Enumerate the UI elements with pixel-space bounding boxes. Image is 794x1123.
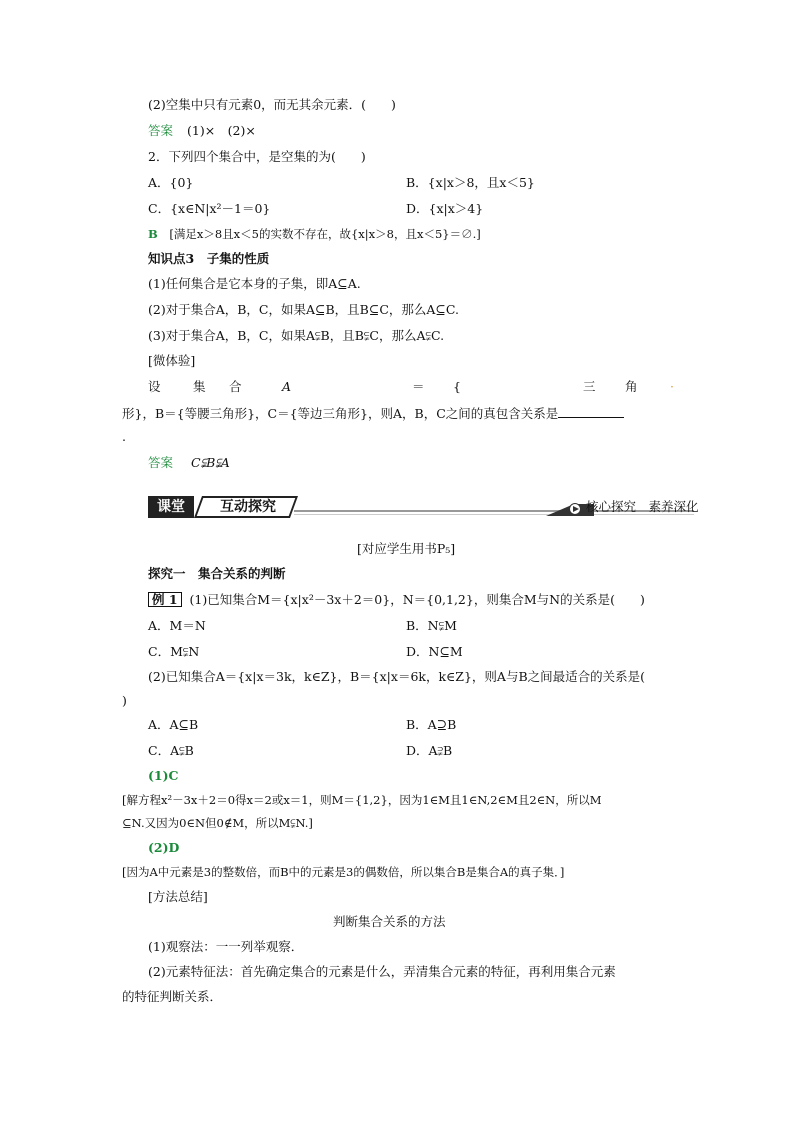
justified-word: 角	[625, 379, 638, 394]
solution-text: [满足x＞8且x＜5的实数不存在，故{x|x＞8，且x＜5}＝∅.]	[169, 227, 481, 241]
justified-word: {	[453, 379, 461, 394]
answer-label: 答案	[148, 123, 174, 138]
banner-right-text: 核心探究 素养深化	[586, 499, 699, 514]
justified-word: 合	[229, 379, 242, 394]
answer-line	[148, 455, 230, 471]
solution-line	[148, 226, 481, 242]
justified-word: 设	[148, 379, 161, 394]
justified-word: 三	[583, 379, 596, 394]
option-d: D．N⊆M	[406, 644, 463, 659]
section-banner	[148, 496, 713, 518]
option-b: B．A⊇B	[406, 717, 457, 732]
text-line	[122, 405, 624, 422]
option-a: A．A⊆B	[148, 717, 199, 732]
text-line: .	[122, 429, 126, 444]
justified-word: A	[282, 379, 292, 394]
text-line: 的特征判断关系．	[122, 989, 223, 1004]
option-c: C．{x∈N|x²－1＝0}	[148, 201, 271, 216]
subheading: [方法总结]	[148, 889, 208, 904]
option-a: A．M＝N	[148, 618, 206, 633]
text-line: (3)对于集合A，B，C，如果A⫋B，且B⫋C，那么A⫋C.	[148, 328, 445, 343]
option-d: D．{x|x＞4}	[406, 201, 484, 216]
banner-label-2: 互动探究	[220, 499, 276, 515]
solution-text: [因为A中元素是3的整数倍，而B中的元素是3的偶数倍，所以集合B是集合A的真子集．]	[122, 865, 565, 879]
answer-label: 答案	[148, 455, 174, 470]
option-c: C．M⫋N	[148, 644, 200, 659]
solution-label: B	[148, 227, 158, 241]
option-a: A．{0}	[148, 175, 194, 190]
text-line: (1)观察法：一一列举观察．	[148, 939, 304, 954]
option-c: C．A⫋B	[148, 743, 194, 758]
justified-word: 集	[193, 379, 206, 394]
text-line: (2)元素特征法：首先确定集合的元素是什么，弄清集合元素的特征，再利用集合元素	[148, 964, 616, 979]
subheading: [微体验]	[148, 353, 196, 368]
question-2: 2．下列四个集合中，是空集的为( )	[148, 149, 366, 164]
play-icon	[569, 503, 581, 515]
option-b: B．{x|x＞8，且x＜5}	[406, 175, 535, 190]
section-heading: 知识点3 子集的性质	[148, 251, 270, 266]
answer-blank	[558, 405, 624, 418]
example-text: (1)已知集合M＝{x|x²－3x＋2＝0}，N＝{0,1,2}，则集合M与N的关系是( )	[189, 592, 645, 607]
answer-text: C⫋B⫋A	[191, 455, 230, 470]
method-title: 判断集合关系的方法	[333, 914, 446, 929]
text-line: (2)空集中只有元素0，而无其余元素．( )	[148, 97, 396, 112]
solution-answer: (2)D	[148, 840, 180, 855]
orange-dot: ·	[670, 379, 674, 394]
text-line: (2)已知集合A＝{x|x＝3k，k∈Z}，B＝{x|x＝6k，k∈Z}，则A与B之间最适合的关系是(	[148, 669, 646, 684]
section-heading: 探究一 集合关系的判断	[148, 566, 286, 581]
solution-text: [解方程x²－3x＋2＝0得x＝2或x＝1，则M＝{1,2}，因为1∈M且1∈N,2∈M且2∈N，所以M	[122, 793, 602, 807]
answer-text: (1)× (2)×	[187, 123, 256, 138]
banner-label-1: 课堂	[148, 496, 194, 518]
text-line: )	[122, 693, 127, 708]
text-span: 形}，B＝{等腰三角形}，C＝{等边三角形}，则A，B，C之间的真包含关系是	[122, 406, 559, 421]
text-line: (2)对于集合A，B，C，如果A⊆B，且B⊆C，那么A⊆C.	[148, 302, 459, 317]
option-d: D．A⫌B	[406, 743, 453, 758]
answer-line	[148, 123, 256, 139]
solution-text: ⊆N.又因为0∈N但0∉M，所以M⫋N.]	[122, 816, 313, 830]
example-line	[148, 592, 645, 608]
text-line: (1)任何集合是它本身的子集，即A⊆A.	[148, 276, 361, 291]
solution-answer: (1)C	[148, 768, 179, 783]
example-badge: 例 1	[148, 592, 182, 607]
option-b: B．N⫋M	[406, 618, 457, 633]
reference: [对应学生用书P₅]	[357, 541, 456, 556]
justified-word: ＝	[412, 379, 425, 394]
